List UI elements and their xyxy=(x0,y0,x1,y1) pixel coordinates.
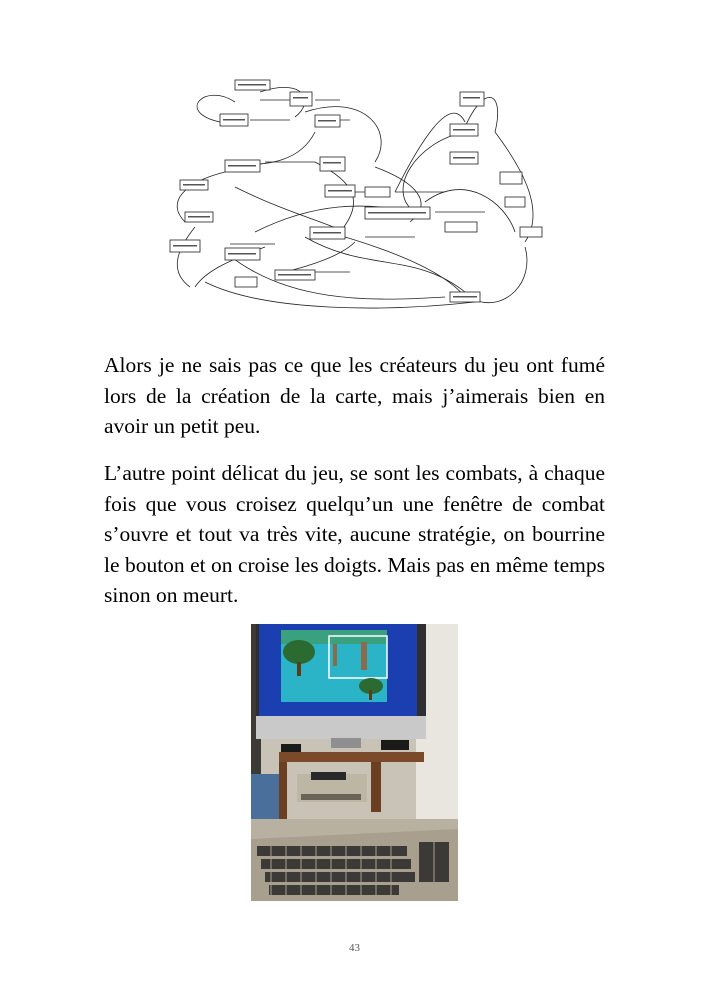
paragraph-2: L’autre point délicat du jeu, se sont les combats, à chaque fois que vous croisez quelqu’un une fenêtre de combat s’ouvre et tout va très vite, aucune stratégie, on bourrine le bouton et on croise les doigts. Mais pas en même temps sinon on meurt. xyxy=(104,461,605,607)
paragraph-1: Alors je ne sais pas ce que les créateurs du jeu ont fumé lors de la création de la carte, mais j’aimerais bien en avoir un petit peu. xyxy=(104,353,605,438)
computer-photo xyxy=(251,624,458,901)
page-number: 43 xyxy=(349,942,360,954)
game-map-diagram xyxy=(165,72,550,312)
